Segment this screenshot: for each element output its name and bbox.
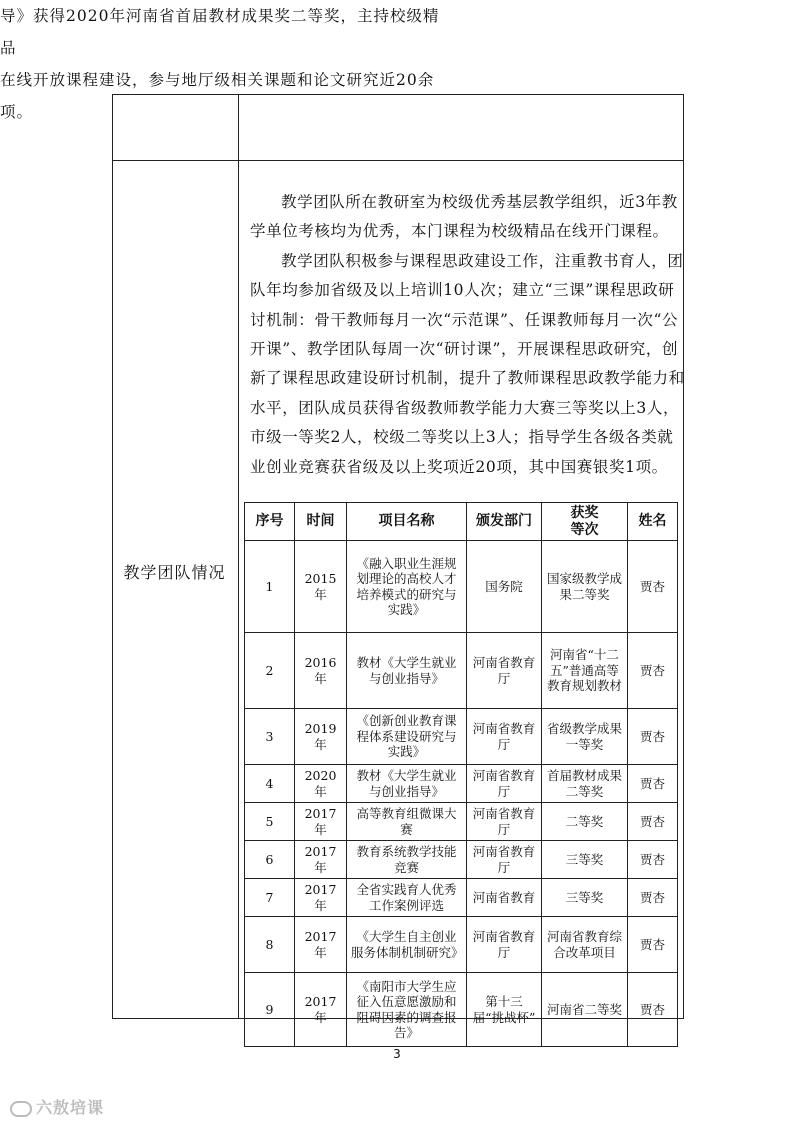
- cell-level: 三等奖: [542, 841, 628, 879]
- cell-no: 1: [245, 541, 295, 633]
- cell-project: 《创新创业教育课程体系建设研究与实践》: [347, 709, 467, 765]
- cell-name: 贾杏: [628, 879, 678, 917]
- cell-time: 2020年: [295, 765, 347, 803]
- cell-project: 教育系统教学技能竞赛: [347, 841, 467, 879]
- cell-name: 贾杏: [628, 841, 678, 879]
- cell-no: 7: [245, 879, 295, 917]
- cell-project: 《融入职业生涯规划理论的高校人才培养模式的研究与实践》: [347, 541, 467, 633]
- cell-level: 二等奖: [542, 803, 628, 841]
- cell-time: 2017年: [295, 841, 347, 879]
- awards-table: [244, 502, 678, 1047]
- frame-top-border: [112, 94, 684, 95]
- cell-no: 5: [245, 803, 295, 841]
- header-level: [542, 503, 628, 541]
- cell-level: 省级教学成果一等奖: [542, 709, 628, 765]
- cell-level: 河南省“十二五”普通高等教育规划教材: [542, 633, 628, 709]
- cell-project: 教材《大学生就业与创业指导》: [347, 765, 467, 803]
- frame-row-divider: [112, 160, 684, 161]
- cell-project: 教材《大学生就业与创业指导》: [347, 633, 467, 709]
- cell-time: 2017年: [295, 973, 347, 1047]
- cell-level: 河南省二等奖: [542, 973, 628, 1047]
- table-row: [245, 709, 678, 765]
- cell-name: 贾杏: [628, 917, 678, 973]
- cell-no: 8: [245, 917, 295, 973]
- cell-time: 2017年: [295, 917, 347, 973]
- team-section-label: 教学团队情况: [123, 563, 226, 582]
- watermark-text: 六敖培课: [36, 1098, 105, 1117]
- cell-issuer: 国务院: [467, 541, 542, 633]
- page-number: 3: [393, 1047, 401, 1061]
- cell-level: 首届教材成果二等奖: [542, 765, 628, 803]
- header-project: 项目名称: [347, 503, 467, 541]
- header-level-line: 等次: [570, 521, 599, 538]
- table-row: [245, 973, 678, 1047]
- frame-column-divider: [238, 94, 239, 1019]
- table-row: [245, 541, 678, 633]
- cell-name: 贾杏: [628, 709, 678, 765]
- cell-project: 高等教育组微课大赛: [347, 803, 467, 841]
- cell-issuer: 河南省教育厅: [467, 765, 542, 803]
- table-row: [245, 917, 678, 973]
- cell-project: 《南阳市大学生应征入伍意愿激励和阻碍因素的调查报告》: [347, 973, 467, 1047]
- cell-issuer: 河南省教育厅: [467, 633, 542, 709]
- cell-issuer: 河南省教育厅: [467, 841, 542, 879]
- team-description: [250, 188, 686, 482]
- table-row: [245, 841, 678, 879]
- cell-no: 2: [245, 633, 295, 709]
- cell-no: 3: [245, 709, 295, 765]
- cell-name: 贾杏: [628, 803, 678, 841]
- cell-project: 全省实践育人优秀工作案例评选: [347, 879, 467, 917]
- cell-name: 贾杏: [628, 765, 678, 803]
- watermark-logo-icon: [10, 1101, 32, 1117]
- cell-no: 9: [245, 973, 295, 1047]
- cell-issuer: 河南省教育厅: [467, 803, 542, 841]
- cell-level: 国家级教学成果二等奖: [542, 541, 628, 633]
- cell-issuer: 河南省教育厅: [467, 709, 542, 765]
- table-row: [245, 633, 678, 709]
- continued-text-line: 导》获得2020年河南省首届教材成果奖二等奖，主持校级精品: [0, 7, 440, 57]
- cell-time: 2016年: [295, 633, 347, 709]
- cell-no: 4: [245, 765, 295, 803]
- table-row: [245, 879, 678, 917]
- header-no: 序号: [245, 503, 295, 541]
- cell-time: 2017年: [295, 803, 347, 841]
- frame-left-border: [112, 94, 113, 1019]
- header-name: 姓名: [628, 503, 678, 541]
- watermark: [10, 1095, 104, 1118]
- cell-level: 三等奖: [542, 879, 628, 917]
- table-header-row: [245, 503, 678, 541]
- cell-level: 河南省教育综合改革项目: [542, 917, 628, 973]
- header-level-line: 获奖: [570, 504, 599, 521]
- table-row: [245, 803, 678, 841]
- cell-name: 贾杏: [628, 541, 678, 633]
- cell-time: 2019年: [295, 709, 347, 765]
- continued-text: [0, 0, 440, 128]
- cell-project: 《大学生自主创业服务体制机制研究》: [347, 917, 467, 973]
- continued-text-line: 在线开放课程建设，参与地厅级相关课题和论文研究近20余项。: [0, 71, 435, 121]
- cell-issuer: 河南省教育厅: [467, 917, 542, 973]
- cell-time: 2017年: [295, 879, 347, 917]
- cell-issuer: 第十三届“挑战杯”: [467, 973, 542, 1047]
- table-row: [245, 765, 678, 803]
- cell-no: 6: [245, 841, 295, 879]
- cell-name: 贾杏: [628, 973, 678, 1047]
- cell-time: 2015年: [295, 541, 347, 633]
- paragraph: 教学团队积极参与课程思政建设工作，注重教书育人，团队年均参加省级及以上培训10人次；建立“三课”课程思政研讨机制：骨干教师每月一次“示范课”、任课教师每月一次“公开课”、教学团队每周一次“研讨课”，开展课程思政研究，创新了课程思政建设研讨机制，提升了教师课程思政教学能力和水平，团队成员获得省级教师教学能力大赛三等奖以上3人，市级一等奖2人，校级二等奖以上3人；指导学生各级各类就业创业竞赛获省级及以上奖项近20项，其中国赛银奖1项。: [250, 251, 685, 476]
- header-time: 时间: [295, 503, 347, 541]
- cell-name: 贾杏: [628, 633, 678, 709]
- header-issuer: 颁发部门: [467, 503, 542, 541]
- cell-issuer: 河南省教育: [467, 879, 542, 917]
- paragraph: 教学团队所在教研室为校级优秀基层教学组织，近3年教学单位考核均为优秀，本门课程为校级精品在线开门课程。: [250, 193, 678, 241]
